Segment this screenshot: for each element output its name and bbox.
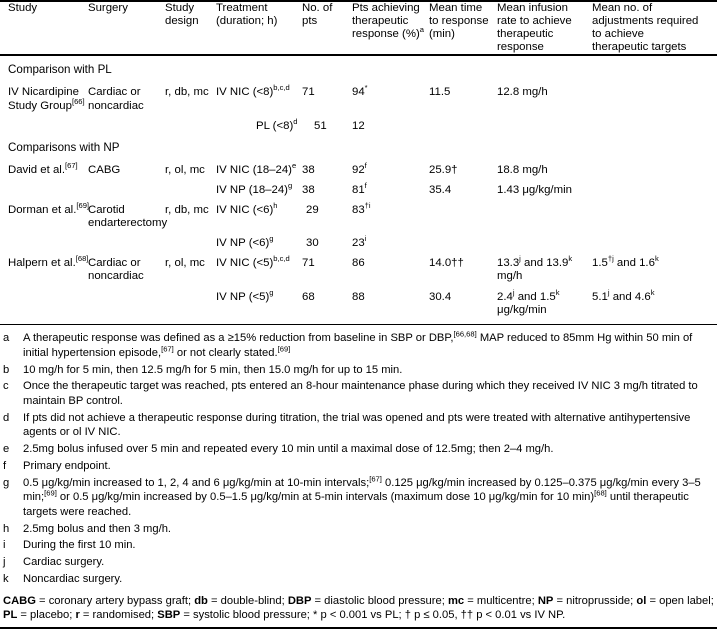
- footnote-marker: j: [3, 556, 6, 569]
- abbreviation-term: CABG: [3, 594, 36, 607]
- abbreviation-term: NP: [537, 594, 554, 607]
- cell-adjustments: [592, 161, 717, 178]
- cell-study: IV Nicardipine Study Group[66]: [8, 86, 85, 112]
- citation-ref: [69]: [76, 201, 90, 211]
- cell-response: 83$^{\dagger i}$: [352, 201, 371, 217]
- footnote-marker-k: k: [555, 287, 560, 297]
- footnote-text-run: Cardiac surgery.: [23, 556, 105, 569]
- footnote-text-run: or not clearly stated.: [173, 346, 278, 359]
- footnote-marker: i: [3, 539, 6, 552]
- citation-ref: [69]: [277, 343, 291, 353]
- abbreviation-definition: = diastolic blood pressure;: [311, 594, 448, 607]
- footnote-text: [23, 363, 717, 377]
- footnotes-list: [0, 325, 717, 587]
- cell-infusion-rate: 1.43 μg/kg/min: [497, 183, 572, 196]
- cell-infusion-rate: [497, 231, 592, 251]
- column-header-mean-infusion-rate: Mean infusion rate to achieve therapeutic response: [497, 2, 572, 54]
- column-header-no-of-pts: No. of pts: [302, 2, 333, 28]
- cell-study: [0, 178, 88, 198]
- cell-treatment: IV NIC $(18-24)^e$: [216, 161, 297, 176]
- cell-study-design: r, db, mc: [165, 204, 209, 217]
- citation-ref: [67]: [369, 474, 382, 484]
- column-header-mean-adjustments: Mean no. of adjustments required to achieve therapeutic targets: [592, 2, 699, 54]
- cell-mean-time: [429, 114, 497, 134]
- response-footnote-marker: *: [364, 83, 368, 93]
- table-row: [0, 285, 717, 318]
- footnote-text-run: 0.125 μg/kg/min increased by 0.125–0.375 μg/kg/min every 3–5 min;: [23, 476, 701, 504]
- cell-response: 88: [352, 290, 365, 303]
- footnote-j: [0, 553, 717, 570]
- treatment-footnote-marker: g: [269, 234, 274, 244]
- cell-no-of-pts: 38: [302, 183, 315, 196]
- cell-mean-time: 25.9†: [429, 163, 458, 176]
- cell-study-design: r, ol, mc: [165, 163, 205, 176]
- footnote-marker: a: [3, 332, 10, 345]
- table-row: [0, 178, 717, 198]
- table-header: [0, 2, 717, 56]
- abbreviation-term: db: [194, 594, 208, 607]
- column-header-surgery: Surgery: [88, 2, 128, 14]
- cell-response: 86: [352, 257, 365, 270]
- cell-surgery: [88, 231, 165, 251]
- footnote-h: [0, 519, 717, 536]
- abbreviations-line: [0, 587, 717, 627]
- abbreviation-definition: = multicentre;: [464, 594, 538, 607]
- response-footnote-marker: †i: [364, 201, 371, 211]
- column-header-response-rate: Pts achieving therapeutic response (%)$^a$: [352, 2, 424, 41]
- cell-study-design: r, db, mc: [165, 86, 209, 99]
- footnote-marker: k: [3, 573, 9, 586]
- table-row: [0, 161, 717, 178]
- cell-adjustments: 5.1$^j$ and 4.6$^k$: [592, 287, 655, 303]
- table-row: [0, 231, 717, 251]
- abbreviation-term: ol: [636, 594, 647, 607]
- footnote-text-run: 2.5mg bolus and then 3 mg/h.: [23, 522, 172, 535]
- column-header-mean-time: Mean time to response (min): [429, 2, 489, 41]
- response-footnote-marker: f: [364, 161, 367, 171]
- column-header-treatment: Treatment (duration; h): [216, 2, 278, 28]
- treatment-footnote-marker: d: [293, 116, 298, 126]
- table-row: [0, 198, 717, 231]
- abbreviation-term: PL: [3, 609, 18, 622]
- treatment-footnote-marker: e: [291, 161, 297, 171]
- cell-treatment: IV NP (<5)$^g$: [216, 287, 274, 303]
- treatment-footnote-marker: g: [287, 181, 293, 191]
- cell-study: Halpern et al.[68]: [8, 254, 89, 270]
- group-header-row: [0, 56, 717, 83]
- footnote-text: [23, 442, 717, 456]
- citation-ref: [69]: [44, 488, 57, 498]
- table-row: [0, 114, 717, 134]
- footnote-b: [0, 360, 717, 377]
- table-body: [0, 56, 717, 323]
- cell-treatment: IV NP $(18-24)^g$: [216, 181, 293, 196]
- footnote-text-run: If pts did not achieve a therapeutic response during titration, the trial was opened and pts were treated with alternative antihypertensive agents or ol IV NIC.: [23, 411, 691, 439]
- cell-response: 81$^f$: [352, 181, 367, 196]
- cell-response: 94*: [352, 83, 368, 99]
- treatment-footnote-marker: b,c,d: [273, 83, 290, 93]
- footnote-marker: d: [3, 411, 10, 424]
- footnote-text: [23, 459, 717, 473]
- footnote-text-run: A therapeutic response was defined as a ≥15% reduction from baseline in SBP or DBP,: [23, 332, 454, 345]
- cell-surgery: [88, 178, 165, 198]
- clinical-trials-table: [0, 2, 717, 324]
- citation-ref: [66,68]: [453, 329, 477, 339]
- abbreviation-term: mc: [447, 594, 465, 607]
- footnote-text: [23, 476, 717, 519]
- footnote-text-run: Primary endpoint.: [23, 459, 111, 472]
- cell-infusion-rate: 18.8 mg/h: [497, 163, 548, 176]
- footnote-marker: h: [3, 522, 10, 535]
- footnote-text-run: MAP reduced to 85mm Hg within 50 min of initial hypertension episode,: [23, 332, 693, 359]
- abbreviation-definition: = double-blind;: [207, 594, 288, 607]
- cell-study: [0, 231, 88, 251]
- footnote-text: [23, 522, 717, 536]
- footnote-text-run: 10 mg/h for 5 min, then 12.5 mg/h for 5 min, then 15.0 mg/h for up to 15 min.: [23, 363, 403, 376]
- cell-adjustments: [592, 178, 717, 198]
- abbreviation-term: DBP: [287, 594, 312, 607]
- cell-study: [0, 285, 88, 318]
- cell-study: [0, 114, 88, 134]
- footnote-marker-k: k: [650, 287, 655, 297]
- footnote-text: [23, 331, 717, 360]
- cell-response: 23$^i$: [352, 234, 367, 250]
- cell-surgery: [88, 114, 165, 134]
- treatment-footnote-marker: g: [269, 287, 274, 297]
- cell-no-of-pts: 38: [302, 163, 315, 176]
- cell-study-design: [165, 114, 216, 134]
- cell-adjustments: [592, 198, 717, 231]
- cell-study-design: [165, 178, 216, 198]
- cell-treatment: IV NIC (<8)$^{b,c,d}$: [216, 83, 290, 99]
- footnote-text: [23, 572, 717, 586]
- abbreviation-definition: = systolic blood pressure; * p < 0.001 vs PL; † p ≤ 0.05, †† p < 0.01 vs IV NP.: [180, 609, 566, 622]
- cell-adjustments: [592, 231, 717, 251]
- treatment-footnote-marker: b,c,d: [273, 254, 290, 264]
- cell-treatment: IV NIC (<5)$^{b,c,d}$: [216, 254, 290, 270]
- cell-mean-time: 30.4: [429, 290, 452, 303]
- cell-response: 12: [352, 119, 365, 132]
- group-title-comparisons-np: Comparisons with NP: [8, 140, 120, 154]
- group-header-row: [0, 134, 717, 161]
- response-footnote-marker: f: [364, 181, 367, 191]
- footnote-text-run: 0.5 μg/kg/min increased to 1, 2, 4 and 6 μg/kg/min at 10-min intervals;: [23, 476, 370, 489]
- abbreviation-definition: = placebo;: [17, 609, 76, 622]
- citation-ref: [68]: [75, 254, 89, 264]
- cell-mean-time: [429, 198, 497, 231]
- footnote-text-run: or 0.5 μg/kg/min increased by 0.5–1.5 μg/kg/min at 5-min intervals (maximum dose 10 μg/kg/min for 10 min): [56, 491, 595, 504]
- cell-mean-time: 14.0††: [429, 257, 464, 270]
- footnote-c: [0, 377, 717, 408]
- footnote-marker-k: k: [568, 254, 573, 264]
- footnote-text-run: Once the therapeutic target was reached, pts entered an 8-hour maintenance phase during which they received IV NIC 3 mg/h titrated to maintain BP control.: [23, 380, 698, 407]
- cell-mean-time: 11.5: [429, 86, 451, 99]
- citation-ref: [66]: [71, 96, 85, 106]
- footnote-marker: b: [3, 363, 10, 376]
- table-row: [0, 83, 717, 113]
- cell-no-of-pts: 30: [306, 237, 319, 250]
- footnote-g: [0, 473, 717, 519]
- cell-no-of-pts: 51: [314, 119, 327, 132]
- abbreviation-definition: = coronary artery bypass graft;: [35, 594, 195, 607]
- footnote-marker-j: j: [607, 287, 610, 297]
- footnote-marker-dagger-j: †j: [607, 254, 614, 264]
- cell-mean-time: [429, 231, 497, 251]
- footnote-text-run: until therapeutic targets were reached.: [23, 491, 689, 518]
- table-row: [0, 251, 717, 284]
- cell-surgery: CABG: [88, 163, 121, 176]
- cell-treatment: PL (<8)$^d$: [256, 116, 298, 132]
- footnote-d: [0, 408, 717, 439]
- footnote-text: [23, 411, 717, 440]
- footnote-marker-j: j: [519, 254, 521, 264]
- footnote-text-run: Noncardiac surgery.: [23, 573, 123, 586]
- cell-study-design: [165, 231, 216, 251]
- cell-infusion-rate: 13.3$^j$ and 13.9$^k$ mg/h: [497, 254, 573, 283]
- footnote-marker: c: [3, 380, 9, 393]
- citation-ref: [67]: [64, 161, 78, 171]
- treatment-footnote-marker: h: [273, 201, 278, 211]
- footnote-k: [0, 570, 717, 587]
- cell-study: David et al.[67]: [8, 161, 78, 176]
- cell-study: Dorman et al.[69]: [8, 201, 90, 217]
- cell-infusion-rate: 2.4$^j$ and 1.5$^k$ μg/kg/min: [497, 287, 560, 316]
- response-footnote-marker: i: [364, 234, 367, 244]
- header-row: [0, 2, 717, 54]
- cell-study-design: r, ol, mc: [165, 257, 205, 270]
- cell-adjustments: [592, 83, 717, 113]
- footnote-marker-j: j: [512, 287, 515, 297]
- cell-surgery: Carotid endarterectomy: [88, 204, 168, 230]
- abbreviation-definition: = open label;: [646, 594, 714, 607]
- footnote-text: [23, 555, 717, 569]
- footnote-marker-k: k: [654, 254, 659, 264]
- cell-response: 92$^f$: [352, 161, 367, 176]
- cell-infusion-rate: [497, 198, 592, 231]
- cell-surgery: Cardiac or noncardiac: [88, 86, 144, 112]
- footnote-f: [0, 456, 717, 473]
- footnote-text-run: During the first 10 min.: [23, 539, 136, 552]
- footnote-marker-a: a: [419, 25, 424, 35]
- cell-surgery: [88, 285, 165, 318]
- cell-no-of-pts: 71: [302, 86, 315, 99]
- cell-infusion-rate: 12.8 mg/h: [497, 86, 548, 99]
- cell-adjustments: [592, 114, 717, 134]
- cell-study-design: [165, 285, 216, 318]
- footnote-text-run: 2.5mg bolus infused over 5 min and repeated every 10 min until a maximal dose of 12.5mg; then 2–4 mg/h.: [23, 443, 554, 456]
- footnote-a: [0, 329, 717, 360]
- cell-mean-time: 35.4: [429, 183, 452, 196]
- footnote-text: [23, 538, 717, 552]
- cell-surgery: Cardiac or noncardiac: [88, 257, 144, 283]
- cell-no-of-pts: 71: [302, 257, 315, 270]
- footnote-marker: f: [3, 459, 7, 472]
- cell-treatment: IV NIC (<6)$^h$: [216, 201, 278, 217]
- abbreviation-definition: = randomised;: [79, 609, 158, 622]
- cell-no-of-pts: 68: [302, 290, 315, 303]
- cell-adjustments: 1.5$^{\dagger j}$ and 1.6$^k$: [592, 254, 659, 270]
- column-header-study: Study: [8, 2, 38, 14]
- footnote-e: [0, 440, 717, 457]
- citation-ref: [68]: [594, 488, 607, 498]
- citation-ref: [67]: [161, 343, 174, 353]
- cell-no-of-pts: 29: [306, 204, 319, 217]
- footnote-marker: g: [3, 476, 10, 489]
- cell-infusion-rate: [497, 114, 592, 134]
- cell-treatment: IV NP (<6)$^g$: [216, 234, 274, 250]
- footnote-marker: e: [3, 443, 10, 456]
- abbreviation-definition: = nitroprusside;: [553, 594, 637, 607]
- column-header-study-design: Study design: [165, 2, 199, 28]
- abbreviation-term: SBP: [157, 609, 181, 622]
- footnote-text: [23, 379, 717, 408]
- group-title-comparison-pl: Comparison with PL: [8, 63, 112, 77]
- abbreviation-term: r: [75, 609, 80, 622]
- footnote-i: [0, 536, 717, 553]
